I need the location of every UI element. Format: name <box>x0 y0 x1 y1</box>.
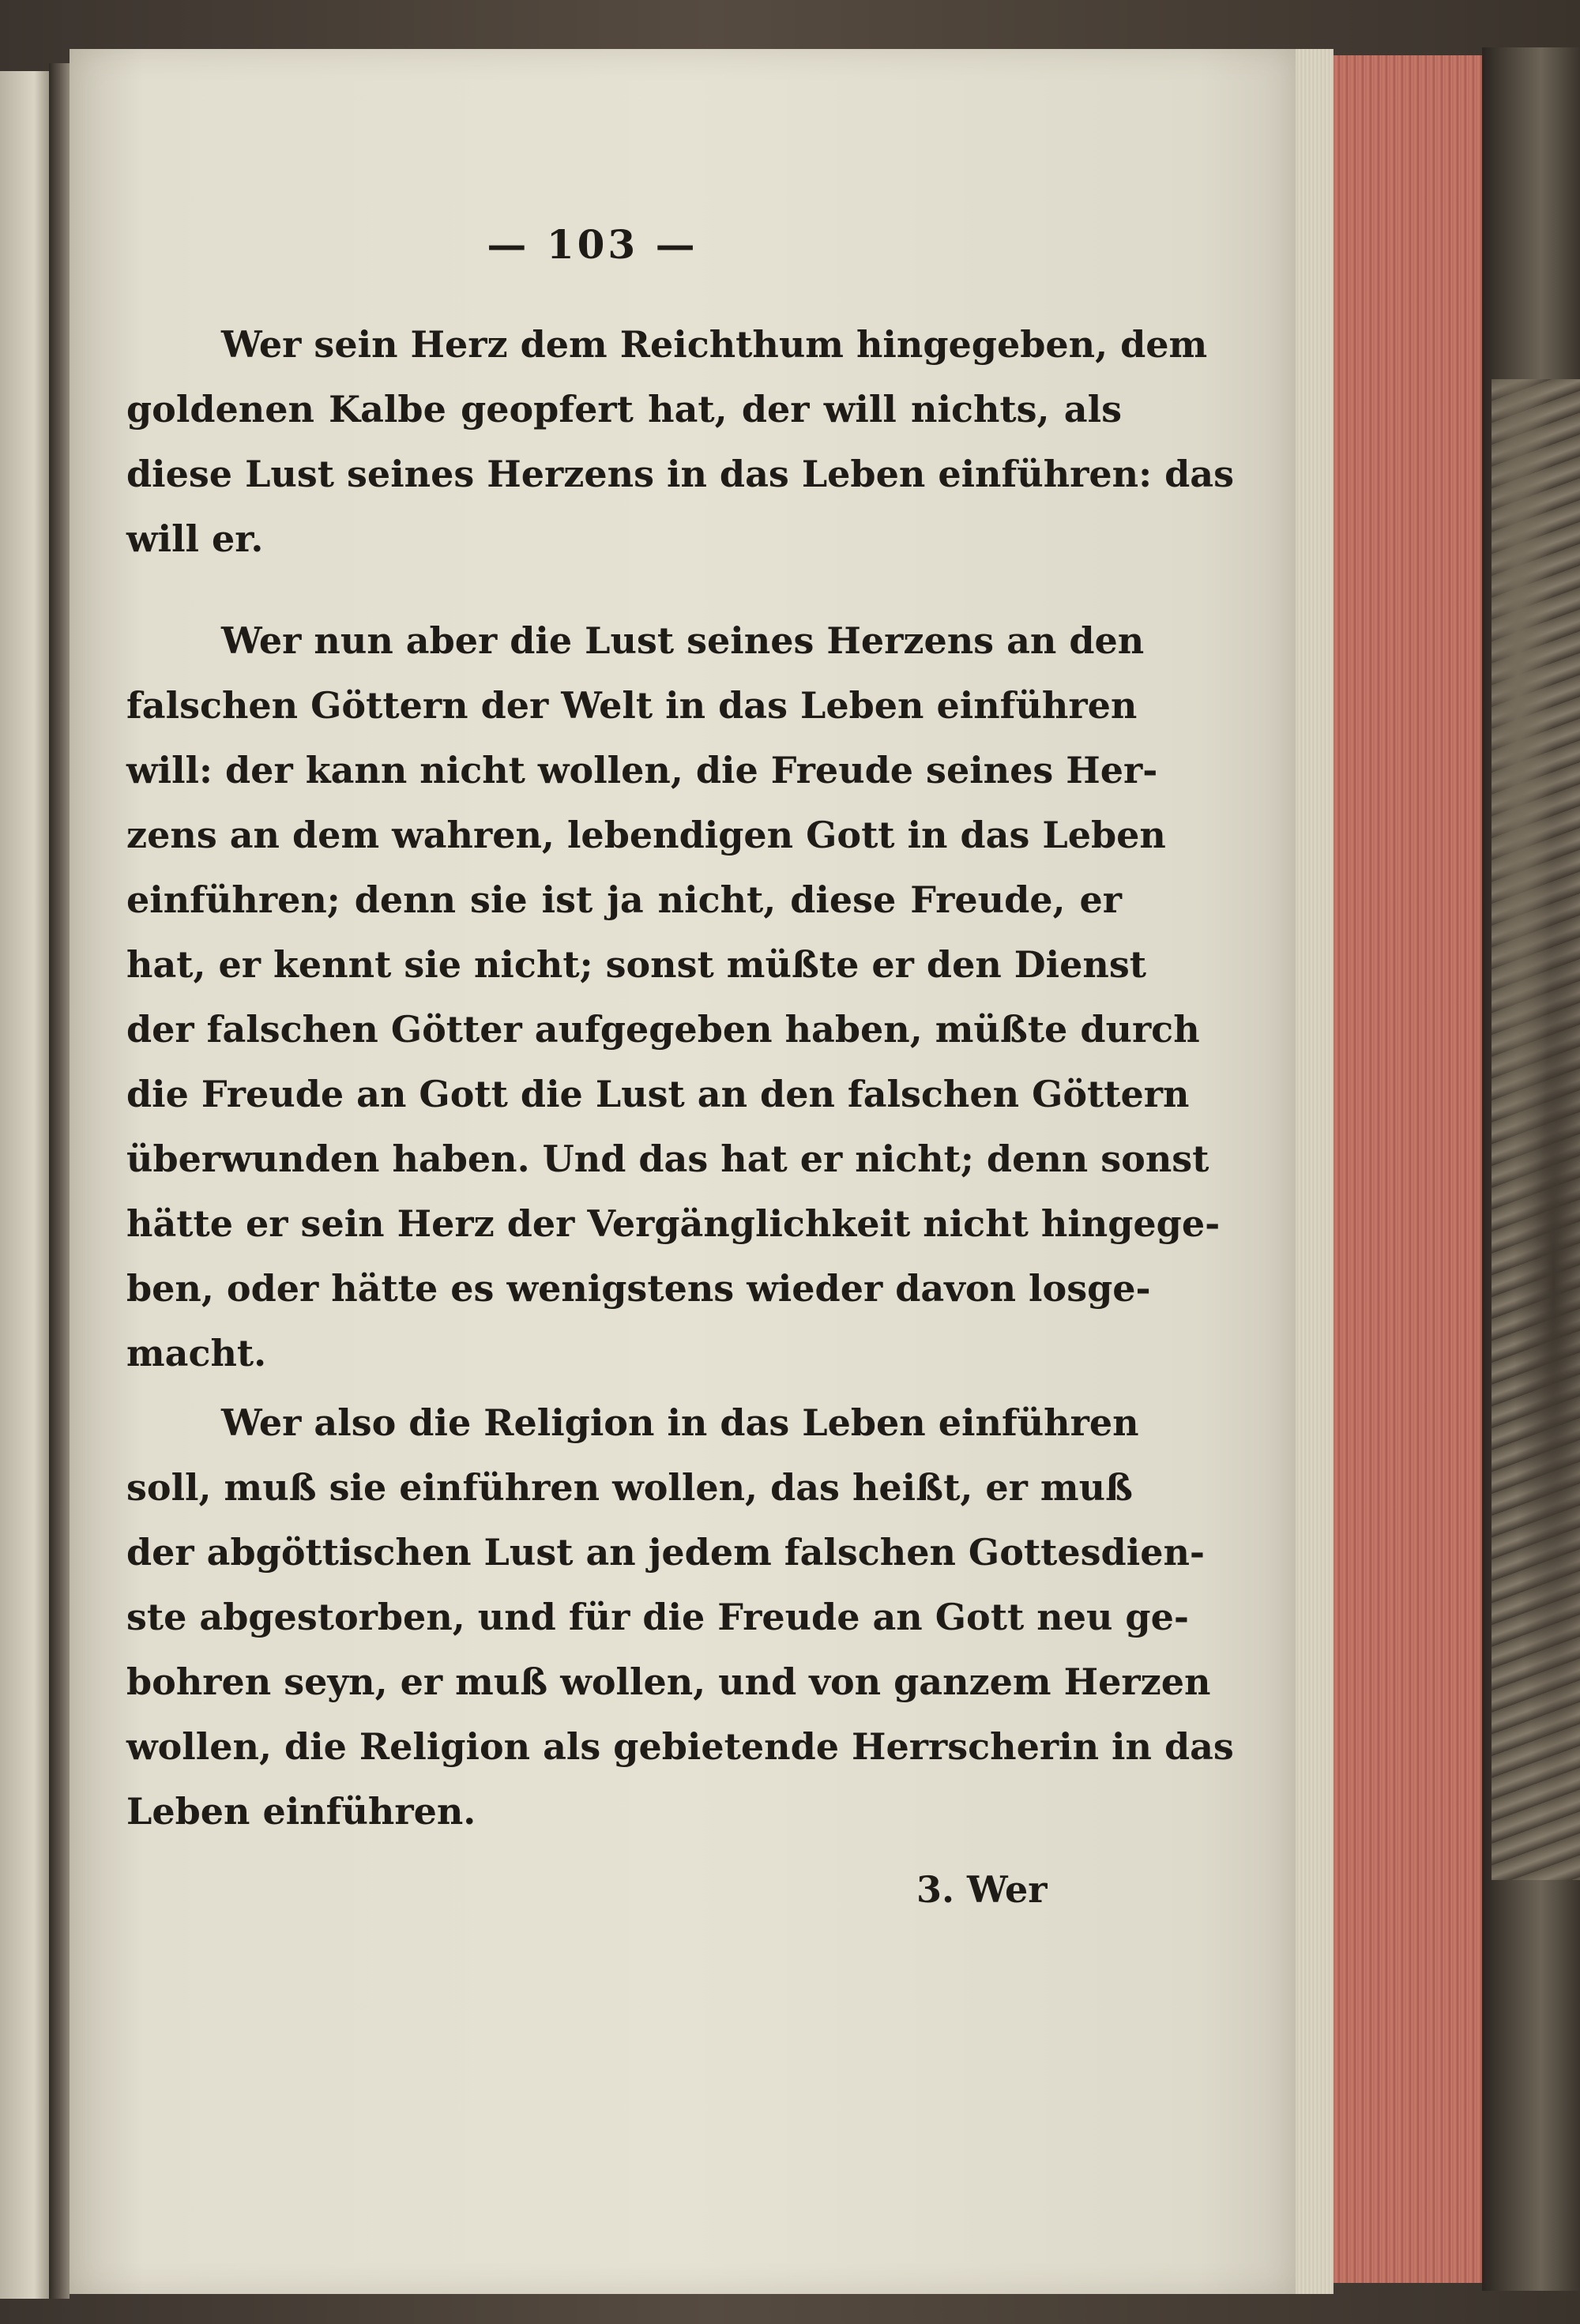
paragraph-2 <box>126 608 1221 1386</box>
text-line: Wer sein Herz dem Reichthum hingegeben, dem <box>221 323 1208 366</box>
text-line: Leben einführen. <box>126 1790 476 1833</box>
text-line: der falschen Götter aufgegeben haben, müßte durch <box>126 1008 1200 1051</box>
text-line: zens an dem wahren, lebendigen Gott in das Leben <box>126 814 1166 856</box>
text-line: will: der kann nicht wollen, die Freude seines Her- <box>126 749 1158 792</box>
left-page-edge <box>0 71 49 2299</box>
text-line: will er. <box>126 517 264 560</box>
paragraph-3 <box>126 1390 1234 1844</box>
text-line: goldenen Kalbe geopfert hat, der will nichts, als <box>126 388 1122 431</box>
text-line: die Freude an Gott die Lust an den falschen Göttern <box>126 1073 1190 1115</box>
text-line: ben, oder hätte es wenigstens wieder davon losge- <box>126 1267 1151 1310</box>
text-line: Wer nun aber die Lust seines Herzens an den <box>221 619 1145 662</box>
text-line: diese Lust seines Herzens in das Leben einführen: das <box>126 453 1234 495</box>
text-line: der abgöttischen Lust an jedem falschen Gottesdien- <box>126 1531 1205 1574</box>
paragraph-1 <box>126 312 1234 571</box>
text-line: ste abgestorben, und für die Freude an Gott neu ge- <box>126 1596 1189 1638</box>
text-line: überwunden haben. Und das hat er nicht; denn sonst <box>126 1138 1209 1180</box>
page-number: — 103 — <box>487 221 698 268</box>
text-line: hat, er kennt sie nicht; sonst müßte er den Dienst <box>126 943 1147 986</box>
marbled-cover-pattern <box>1492 379 1580 1880</box>
text-line: hätte er sein Herz der Vergänglichkeit nicht hingege- <box>126 1202 1221 1245</box>
red-fore-edge <box>1334 55 1482 2283</box>
book-gutter <box>49 63 70 2299</box>
text-line: bohren seyn, er muß wollen, und von ganzem Herzen <box>126 1660 1211 1703</box>
text-line: wollen, die Religion als gebietende Herrscherin in das <box>126 1725 1234 1768</box>
page-stack-edge <box>1296 49 1334 2294</box>
text-line: falschen Göttern der Welt in das Leben einführen <box>126 684 1138 727</box>
text-line: macht. <box>126 1332 267 1374</box>
text-line: soll, muß sie einführen wollen, das heißt, er muß <box>126 1466 1133 1509</box>
catchword: 3. Wer <box>916 1868 1048 1911</box>
text-line: Wer also die Religion in das Leben einführen <box>221 1401 1139 1444</box>
text-line: einführen; denn sie ist ja nicht, diese Freude, er <box>126 878 1122 921</box>
